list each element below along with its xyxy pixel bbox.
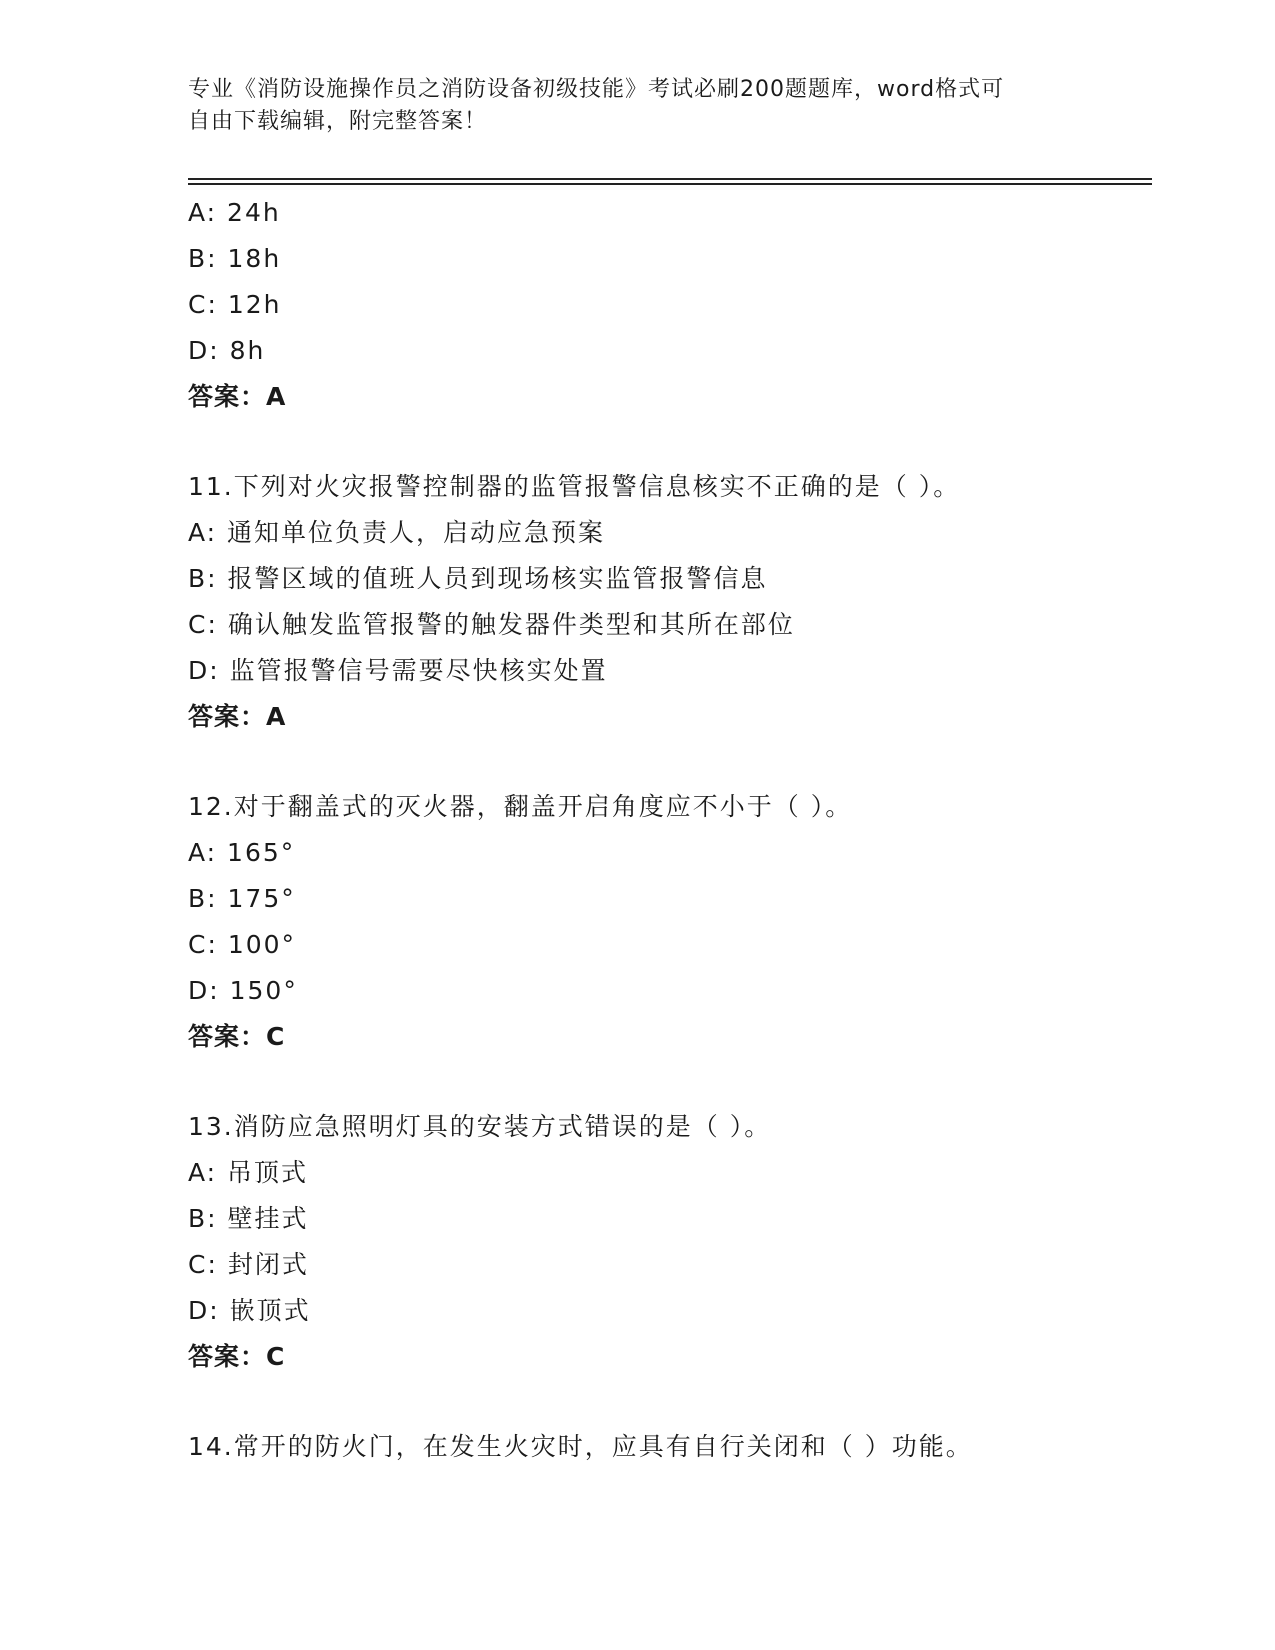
question-text: 11.下列对火灾报警控制器的监管报警信息核实不正确的是（ ）。 [188,472,961,501]
option-d: D: 8h [188,336,266,365]
question-10 [188,190,1152,420]
option-b: B: 18h [188,244,282,273]
spacer [188,740,1152,784]
header-divider-top [188,178,1152,180]
question-text: 13.消防应急照明灯具的安装方式错误的是（ ）。 [188,1112,772,1141]
question-text: 12.对于翻盖式的灭火器，翻盖开启角度应不小于（ ）。 [188,792,853,821]
spacer [188,1060,1152,1104]
option-a: A: 24h [188,198,281,227]
option-c: C: 12h [188,290,282,319]
answer: 答案：C [188,1342,286,1371]
header-divider-bottom [188,183,1152,185]
option-c: C: 封闭式 [188,1250,309,1279]
question-text: 14.常开的防火门，在发生火灾时，应具有自行关闭和（ ）功能。 [188,1432,973,1461]
question-11 [188,464,1152,740]
header-line-1: 专业《消防设施操作员之消防设备初级技能》考试必刷200题题库，word格式可 [188,77,1005,102]
option-b: B: 报警区域的值班人员到现场核实监管报警信息 [188,564,768,593]
document-header [188,74,1088,138]
question-13 [188,1104,1152,1380]
option-d: D: 150° [188,976,298,1005]
question-12 [188,784,1152,1060]
question-14 [188,1424,1152,1470]
option-c: C: 确认触发监管报警的触发器件类型和其所在部位 [188,610,795,639]
answer: 答案：A [188,702,287,731]
spacer [188,420,1152,464]
option-b: B: 壁挂式 [188,1204,309,1233]
question-list [188,190,1152,1470]
option-b: B: 175° [188,884,296,913]
option-d: D: 监管报警信号需要尽快核实处置 [188,656,608,685]
answer: 答案：C [188,1022,286,1051]
option-d: D: 嵌顶式 [188,1296,311,1325]
header-line-2: 自由下载编辑，附完整答案！ [188,109,488,134]
option-a: A: 通知单位负责人，启动应急预案 [188,518,606,547]
option-a: A: 165° [188,838,296,867]
spacer [188,1380,1152,1424]
option-a: A: 吊顶式 [188,1158,309,1187]
answer: 答案：A [188,382,287,411]
option-c: C: 100° [188,930,297,959]
